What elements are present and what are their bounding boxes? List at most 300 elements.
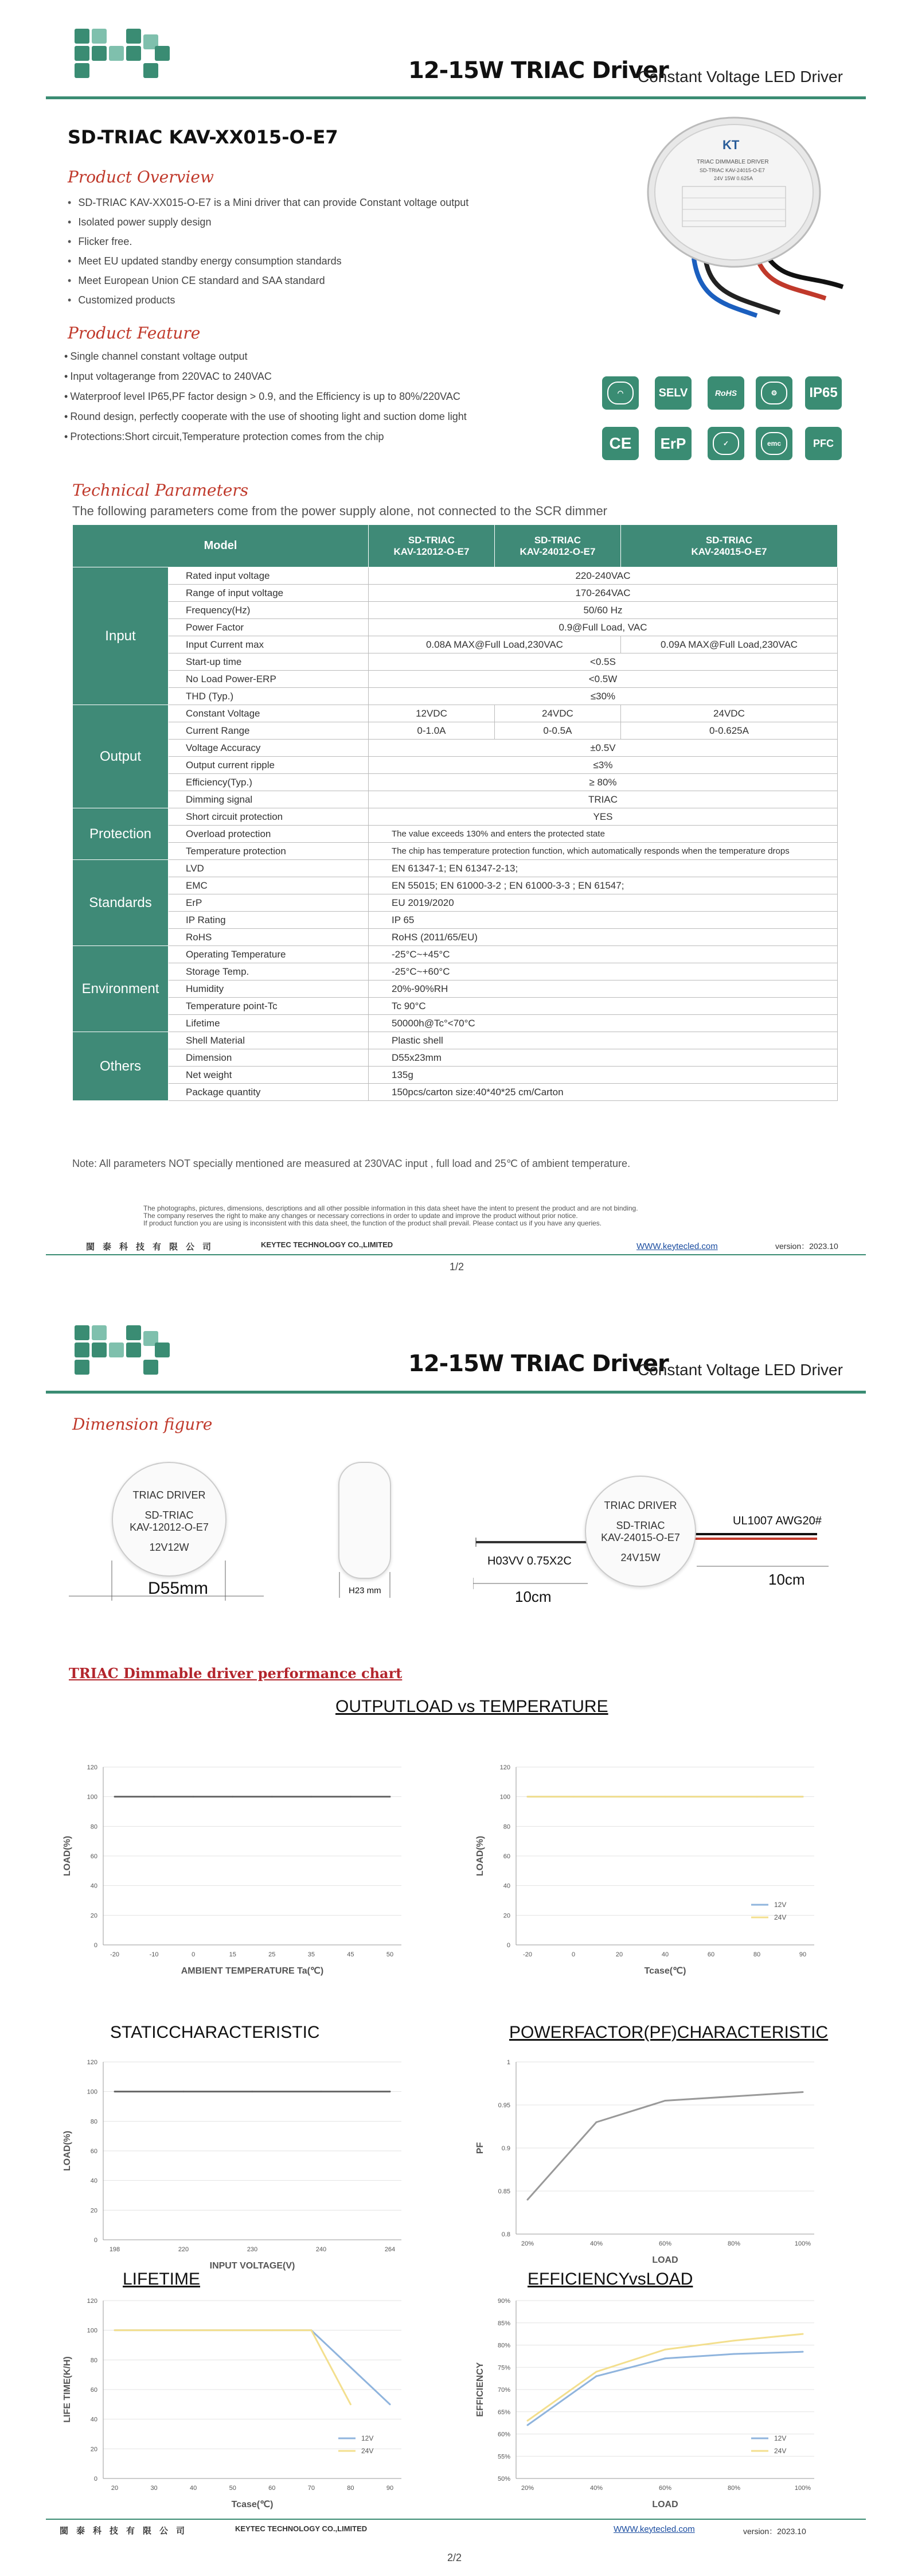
y-axis-label: LOAD(%) xyxy=(63,1835,72,1877)
page-number: 2/2 xyxy=(447,2552,462,2563)
row-label: Start-up time xyxy=(169,653,369,671)
row-label: THD (Typ.) xyxy=(169,688,369,705)
row-value: IP 65 xyxy=(369,912,838,929)
data-point xyxy=(527,2420,529,2422)
pf-chart-title: POWERFACTOR(PF)CHARACTERISTIC xyxy=(509,2023,829,2042)
row-value: YES xyxy=(369,808,838,826)
list-item: • Isolated power supply design xyxy=(68,212,468,232)
row-value: EN 61347-1; EN 61347-2-13; xyxy=(369,860,838,877)
row-label: Overload protection xyxy=(169,826,369,843)
y-tick-label: 60 xyxy=(503,1853,510,1860)
row-value: EN 55015; EN 61000-3-2 ; EN 61000-3-3 ; EN 61547; xyxy=(369,877,838,894)
row-label: Range of input voltage xyxy=(169,585,369,602)
disc-label: 24V15W xyxy=(620,1552,661,1563)
x-tick-label: 70 xyxy=(307,2485,315,2492)
ip65-icon: IP65 xyxy=(805,376,842,410)
row-value: ≤3% xyxy=(369,757,838,774)
dimension-title: Dimension figure xyxy=(72,1415,213,1434)
row-value: 0-0.625A xyxy=(620,722,837,740)
y-tick-label: 0.85 xyxy=(498,2188,510,2195)
y-tick-label: 0 xyxy=(93,1942,97,1949)
x-tick-label: 264 xyxy=(384,2246,396,2253)
y-tick-label: 40 xyxy=(90,1882,97,1890)
row-label: Package quantity xyxy=(169,1084,369,1101)
row-label: Operating Temperature xyxy=(169,946,369,963)
y-tick-label: 50% xyxy=(497,2476,510,2482)
row-label: Dimension xyxy=(169,1049,369,1067)
row-label: Humidity xyxy=(169,980,369,998)
data-point xyxy=(321,2091,322,2092)
legend-label: 24V xyxy=(774,1913,787,1921)
row-label: Voltage Accuracy xyxy=(169,740,369,757)
perf-title: TRIAC Dimmable driver performance chart xyxy=(69,1665,403,1682)
x-axis-label: LOAD xyxy=(652,2500,678,2509)
x-tick-label: -10 xyxy=(149,1951,159,1958)
x-tick-label: 40% xyxy=(589,2485,603,2492)
data-point xyxy=(665,1796,666,1797)
y-tick-label: 100 xyxy=(499,1793,510,1801)
header-title: 12-15W TRIAC Driver xyxy=(408,1351,669,1377)
data-point xyxy=(596,2122,597,2123)
data-point xyxy=(733,2353,735,2355)
footer-website-link[interactable]: WWW.keytecled.com xyxy=(614,2524,695,2534)
data-point xyxy=(350,1796,351,1797)
row-value: 170-264VAC xyxy=(369,585,838,602)
page-number: 1/2 xyxy=(450,1261,464,1273)
row-label: EMC xyxy=(169,877,369,894)
row-value: <0.5W xyxy=(369,671,838,688)
y-tick-label: 120 xyxy=(87,2059,97,2066)
y-tick-label: 75% xyxy=(497,2364,510,2372)
y-tick-label: 0 xyxy=(93,2476,97,2482)
row-value: 135g xyxy=(369,1067,838,1084)
data-point xyxy=(232,1796,233,1797)
x-axis-label: INPUT VOLTAGE(V) xyxy=(209,2261,295,2271)
footer-version: version：2023.10 xyxy=(775,1242,838,1251)
row-label: Rated input voltage xyxy=(169,567,369,585)
cable-in-length: 10cm xyxy=(515,1588,552,1605)
data-point xyxy=(232,2329,233,2331)
model-col-2: SD-TRIAC KAV-24012-O-E7 xyxy=(494,525,620,567)
disc-label: TRIAC DRIVER xyxy=(132,1489,206,1501)
row-value: 150pcs/carton size:40*40*25 cm/Carton xyxy=(369,1084,838,1101)
y-tick-label: 20 xyxy=(503,1912,510,1920)
emc-label: emc xyxy=(761,432,787,455)
row-value: 20%-90%RH xyxy=(369,980,838,998)
y-tick-label: 120 xyxy=(87,2298,97,2305)
driver-wired-view xyxy=(585,1476,696,1587)
row-label: Output current ripple xyxy=(169,757,369,774)
row-value: 24VDC xyxy=(494,705,620,722)
y-tick-label: 40 xyxy=(90,2416,97,2423)
row-value: <0.5S xyxy=(369,653,838,671)
group-input: Input xyxy=(73,567,169,705)
y-tick-label: 70% xyxy=(497,2387,510,2394)
row-value: -25°C~+60°C xyxy=(369,963,838,980)
x-tick-label: 90 xyxy=(799,1951,807,1958)
overview-list xyxy=(68,193,468,310)
x-tick-label: 80 xyxy=(347,2485,354,2492)
y-tick-label: 60 xyxy=(90,2387,97,2394)
row-value: -25°C~+45°C xyxy=(369,946,838,963)
data-point xyxy=(252,2091,253,2092)
row-value: 0.9@Full Load, VAC xyxy=(369,619,838,636)
y-tick-label: 40 xyxy=(503,1882,510,1890)
data-point xyxy=(665,2357,666,2359)
row-label: LVD xyxy=(169,860,369,877)
footer-company-en: KEYTEC TECHNOLOGY CO.,LIMITED xyxy=(261,1240,393,1249)
row-label: Storage Temp. xyxy=(169,963,369,980)
disc-label: SD-TRIAC xyxy=(144,1509,194,1521)
lifetime-chart-title: LIFETIME xyxy=(123,2270,201,2289)
group-others: Others xyxy=(73,1032,169,1101)
x-tick-label: 20 xyxy=(615,1951,623,1958)
row-label: Dimming signal xyxy=(169,791,369,808)
header-title: 12-15W TRIAC Driver xyxy=(408,57,669,84)
x-tick-label: 40 xyxy=(661,1951,669,1958)
product-photo xyxy=(608,115,849,321)
data-point xyxy=(389,2403,391,2405)
data-point xyxy=(114,2329,116,2331)
rohs-label: RoHS xyxy=(714,388,737,398)
pfc-icon: PFC xyxy=(805,427,842,460)
data-point xyxy=(802,2351,804,2353)
chart-lifetime xyxy=(57,2289,413,2524)
x-tick-label: 90 xyxy=(386,2485,394,2492)
row-value: ≥ 80% xyxy=(369,774,838,791)
x-tick-label: 25 xyxy=(268,1951,276,1958)
row-value: 12VDC xyxy=(369,705,495,722)
legend-label: 24V xyxy=(774,2447,787,2455)
row-value: 0-1.0A xyxy=(369,722,495,740)
row-label: Efficiency(Typ.) xyxy=(169,774,369,791)
x-axis-label: AMBIENT TEMPERATURE Ta(℃) xyxy=(181,1966,324,1976)
overview-title: Product Overview xyxy=(68,168,214,186)
disc-label: KAV-24015-O-E7 xyxy=(601,1532,680,1543)
company-logo xyxy=(75,23,172,86)
x-tick-label: -20 xyxy=(110,1951,119,1958)
x-tick-label: 15 xyxy=(229,1951,236,1958)
y-axis-label: PF xyxy=(475,2142,485,2154)
row-label: Temperature protection xyxy=(169,843,369,860)
disclaimer-line: The photographs, pictures, dimensions, descriptions and all other possible information in this data sheet have the intent to present the product and are not binding. xyxy=(143,1204,638,1212)
emc-icon xyxy=(756,427,792,460)
ipx-icon: ⚙ xyxy=(756,376,792,410)
row-label: Short circuit protection xyxy=(169,808,369,826)
data-point xyxy=(183,2091,185,2092)
data-point xyxy=(802,2333,804,2335)
x-tick-label: 100% xyxy=(794,2240,811,2247)
x-tick-label: 40% xyxy=(589,2240,603,2247)
y-axis-label: LOAD(%) xyxy=(475,1835,485,1877)
x-tick-label: 0 xyxy=(571,1951,576,1958)
header-rule xyxy=(46,1391,866,1394)
disc-label: SD-TRIAC xyxy=(616,1520,665,1531)
data-point xyxy=(271,2329,273,2331)
y-tick-label: 1 xyxy=(506,2059,510,2066)
y-tick-label: 40 xyxy=(90,2177,97,2185)
dimmer-icon: ◠ xyxy=(602,376,639,410)
row-value: 50000h@Tc°<70°C xyxy=(369,1015,838,1032)
list-item: • Round design, perfectly cooperate with the use of shooting light and suction dome light xyxy=(64,407,467,427)
header-subtitle: Constant Voltage LED Driver xyxy=(638,68,843,85)
x-tick-label: 35 xyxy=(307,1951,315,1958)
spec-table xyxy=(72,524,838,1101)
driver-side-view xyxy=(338,1462,391,1579)
data-point xyxy=(193,1796,194,1797)
y-tick-label: 65% xyxy=(497,2408,510,2416)
x-tick-label: 80% xyxy=(727,2240,741,2247)
x-tick-label: 100% xyxy=(794,2485,811,2492)
data-point xyxy=(153,1796,155,1797)
y-tick-label: 0.9 xyxy=(501,2145,510,2152)
row-value: 0.09A MAX@Full Load,230VAC xyxy=(620,636,837,653)
y-tick-label: 80 xyxy=(90,2118,97,2126)
row-label: Frequency(Hz) xyxy=(169,602,369,619)
row-value: ≤30% xyxy=(369,688,838,705)
data-point xyxy=(596,2375,597,2377)
company-logo xyxy=(75,1320,172,1383)
row-value: EU 2019/2020 xyxy=(369,894,838,912)
row-label: Constant Voltage xyxy=(169,705,369,722)
data-point xyxy=(114,1796,116,1797)
chart-main-title: OUTPUTLOAD vs TEMPERATURE xyxy=(335,1697,608,1716)
data-point xyxy=(710,1796,712,1797)
data-point xyxy=(389,2091,391,2092)
row-label: Input Current max xyxy=(169,636,369,653)
x-tick-label: 20% xyxy=(521,2485,534,2492)
row-label: No Load Power-ERP xyxy=(169,671,369,688)
chart-load-vs-tcase xyxy=(470,1756,826,1991)
data-point xyxy=(527,1796,529,1797)
y-tick-label: 20 xyxy=(90,2207,97,2215)
list-item: • Waterproof level IP65,PF factor design > 0.9, and the Efficiency is up to 80%/220VAC xyxy=(64,387,467,407)
selv-icon: SELV xyxy=(655,376,692,410)
list-item: • Meet EU updated standby energy consumption standards xyxy=(68,251,468,271)
model-col-3: SD-TRIAC KAV-24015-O-E7 xyxy=(620,525,837,567)
footer-rule xyxy=(46,2519,866,2520)
data-point xyxy=(802,2091,804,2093)
height-label: H23 mm xyxy=(349,1586,381,1596)
data-point xyxy=(271,1796,273,1797)
model-header: Model xyxy=(73,525,369,567)
x-tick-label: 80 xyxy=(753,1951,761,1958)
y-tick-label: 80 xyxy=(90,1823,97,1831)
y-tick-label: 120 xyxy=(87,1764,97,1771)
x-tick-label: 0 xyxy=(192,1951,196,1958)
disc-label: 12V12W xyxy=(149,1542,189,1553)
row-value: D55x23mm xyxy=(369,1049,838,1067)
diameter-label: D55mm xyxy=(148,1579,209,1598)
x-tick-label: 20% xyxy=(521,2240,534,2247)
feature-list xyxy=(64,347,467,447)
chart-load-vs-ambient xyxy=(57,1756,413,1991)
y-tick-label: 60% xyxy=(497,2431,510,2438)
x-tick-label: 60 xyxy=(268,2485,276,2492)
cable-in-label: H03VV 0.75X2C xyxy=(487,1555,572,1567)
list-item: • Input voltagerange from 220VAC to 240VAC xyxy=(64,367,467,387)
list-item: • Meet European Union CE standard and SAA standard xyxy=(68,271,468,290)
row-value: Tc 90°C xyxy=(369,998,838,1015)
chart-load-vs-voltage xyxy=(57,2050,413,2286)
row-value: Plastic shell xyxy=(369,1032,838,1049)
y-tick-label: 100 xyxy=(87,2327,97,2334)
cable-out-label: UL1007 AWG20# xyxy=(733,1515,822,1527)
data-point xyxy=(802,1796,804,1797)
disclaimer-line: The company reserves the right to make any changes or necessary corrections in order to update and improve the product without prior notice. xyxy=(143,1212,578,1220)
row-value: 0-0.5A xyxy=(494,722,620,740)
y-tick-label: 80 xyxy=(503,1823,510,1831)
row-value: ±0.5V xyxy=(369,740,838,757)
x-tick-label: 50 xyxy=(386,1951,394,1958)
data-point xyxy=(665,2100,666,2102)
data-point xyxy=(310,1796,312,1797)
data-point xyxy=(193,2329,194,2331)
data-point xyxy=(527,2425,529,2426)
y-tick-label: 0.8 xyxy=(501,2231,510,2238)
y-tick-label: 55% xyxy=(497,2453,510,2461)
chart-pf-vs-load xyxy=(470,2050,826,2280)
feature-title: Product Feature xyxy=(68,324,201,343)
disclaimer-line: If product function you are using is inconsistent with this data sheet, the function of the product shall prevail. Please contact us if you have any queries. xyxy=(143,1219,602,1227)
model-col-1: SD-TRIAC KAV-12012-O-E7 xyxy=(369,525,495,567)
data-point xyxy=(596,2371,597,2373)
x-tick-label: 198 xyxy=(109,2246,120,2253)
row-value: TRIAC xyxy=(369,791,838,808)
footer-version: version：2023.10 xyxy=(743,2527,806,2536)
row-value: 220-240VAC xyxy=(369,567,838,585)
list-item: • SD-TRIAC KAV-XX015-O-E7 is a Mini driver that can provide Constant voltage output xyxy=(68,193,468,212)
data-point xyxy=(756,1796,758,1797)
tech-title: Technical Parameters xyxy=(72,481,249,500)
ce-icon: CE xyxy=(602,427,639,460)
x-tick-label: 220 xyxy=(178,2246,189,2253)
y-tick-label: 80% xyxy=(497,2342,510,2349)
y-axis-label: LIFE TIME(K/H) xyxy=(63,2356,72,2423)
row-label: RoHS xyxy=(169,929,369,946)
x-tick-label: 60 xyxy=(707,1951,715,1958)
row-label: Power Factor xyxy=(169,619,369,636)
row-value: 0.08A MAX@Full Load,230VAC xyxy=(369,636,621,653)
row-label: Current Range xyxy=(169,722,369,740)
y-tick-label: 90% xyxy=(497,2298,510,2305)
data-point xyxy=(733,2096,735,2098)
y-tick-label: 20 xyxy=(90,1912,97,1920)
erp-icon: ErP xyxy=(655,427,692,460)
x-tick-label: 45 xyxy=(347,1951,354,1958)
disc-label: KAV-12012-O-E7 xyxy=(130,1522,209,1533)
x-axis-label: Tcase(℃) xyxy=(231,2500,274,2509)
y-tick-label: 100 xyxy=(87,2088,97,2096)
chart-efficiency xyxy=(470,2289,826,2524)
row-value: The value exceeds 130% and enters the protected state xyxy=(369,826,838,843)
y-tick-label: 60 xyxy=(90,2148,97,2155)
x-tick-label: 80% xyxy=(727,2485,741,2492)
x-tick-label: 40 xyxy=(190,2485,197,2492)
x-axis-label: Tcase(℃) xyxy=(644,1966,686,1976)
y-tick-label: 0.95 xyxy=(498,2102,510,2109)
x-tick-label: 240 xyxy=(315,2246,327,2253)
x-axis-label: LOAD xyxy=(652,2255,678,2265)
x-tick-label: 30 xyxy=(150,2485,158,2492)
rohs-icon xyxy=(708,376,744,410)
row-value: The chip has temperature protection function, which automatically responds when the temperature drops xyxy=(369,843,838,860)
efficiency-chart-title: EFFICIENCYvsLOAD xyxy=(528,2270,693,2289)
list-item: • Single channel constant voltage output xyxy=(64,347,467,367)
row-label: ErP xyxy=(169,894,369,912)
data-point xyxy=(389,1796,391,1797)
list-item: • Flicker free. xyxy=(68,232,468,251)
row-label: Net weight xyxy=(169,1067,369,1084)
tech-note: The following parameters come from the power supply alone, not connected to the SCR dimmer xyxy=(72,504,608,518)
data-point xyxy=(114,2091,116,2092)
cable-out-length: 10cm xyxy=(768,1571,805,1588)
x-tick-label: 230 xyxy=(247,2246,258,2253)
saa-icon: ✓ xyxy=(708,427,744,460)
data-point xyxy=(153,2329,155,2331)
legend-label: 24V xyxy=(361,2447,374,2455)
x-tick-label: 60% xyxy=(658,2485,672,2492)
data-point xyxy=(733,2340,735,2341)
list-item: • Protections:Short circuit,Temperature protection comes from the chip xyxy=(64,427,467,447)
x-tick-label: 50 xyxy=(229,2485,236,2492)
data-point xyxy=(350,2367,351,2368)
data-point xyxy=(573,1796,575,1797)
measurement-note: Note: All parameters NOT specially mentioned are measured at 230VAC input , full load and 25℃ of ambient temperature. xyxy=(72,1158,631,1169)
group-environment: Environment xyxy=(73,946,169,1032)
x-tick-label: -20 xyxy=(523,1951,532,1958)
svg-text:KT: KT xyxy=(722,138,740,152)
y-tick-label: 0 xyxy=(506,1942,510,1949)
row-value: 24VDC xyxy=(620,705,837,722)
legend-label: 12V xyxy=(774,1901,787,1909)
footer-company-cn: 閩泰科技有限公司 xyxy=(86,1242,220,1252)
row-label: Temperature point-Tc xyxy=(169,998,369,1015)
static-chart-title: STATICCHARACTERISTIC xyxy=(110,2023,320,2042)
row-label: Shell Material xyxy=(169,1032,369,1049)
row-value: 50/60 Hz xyxy=(369,602,838,619)
product-label-line: TRIAC DIMMABLE DRIVER xyxy=(697,159,769,165)
y-tick-label: 0 xyxy=(93,2237,97,2244)
group-standards: Standards xyxy=(73,860,169,946)
footer-company-en: KEYTEC TECHNOLOGY CO.,LIMITED xyxy=(235,2524,368,2533)
y-tick-label: 100 xyxy=(87,1793,97,1801)
y-tick-label: 80 xyxy=(90,2357,97,2364)
y-axis-label: EFFICIENCY xyxy=(475,2362,485,2417)
model-heading: SD-TRIAC KAV-XX015-O-E7 xyxy=(68,126,338,148)
y-axis-label: LOAD(%) xyxy=(63,2130,72,2172)
product-label-line: 24V 15W 0.625A xyxy=(714,176,753,181)
list-item: • Customized products xyxy=(68,290,468,310)
data-point xyxy=(350,2403,351,2405)
legend-label: 12V xyxy=(774,2434,787,2442)
group-output: Output xyxy=(73,705,169,808)
x-tick-label: 20 xyxy=(111,2485,119,2492)
group-protection: Protection xyxy=(73,808,169,860)
data-point xyxy=(527,2199,529,2201)
row-label: Lifetime xyxy=(169,1015,369,1032)
header-rule xyxy=(46,96,866,99)
footer-rule xyxy=(46,1254,866,1255)
data-point xyxy=(310,2329,312,2331)
y-tick-label: 85% xyxy=(497,2320,510,2327)
disc-label: TRIAC DRIVER xyxy=(604,1500,677,1511)
data-point xyxy=(665,2349,666,2351)
data-point xyxy=(619,1796,620,1797)
footer-website-link[interactable]: WWW.keytecled.com xyxy=(636,1242,718,1251)
legend-label: 12V xyxy=(361,2434,374,2442)
y-tick-label: 60 xyxy=(90,1853,97,1860)
